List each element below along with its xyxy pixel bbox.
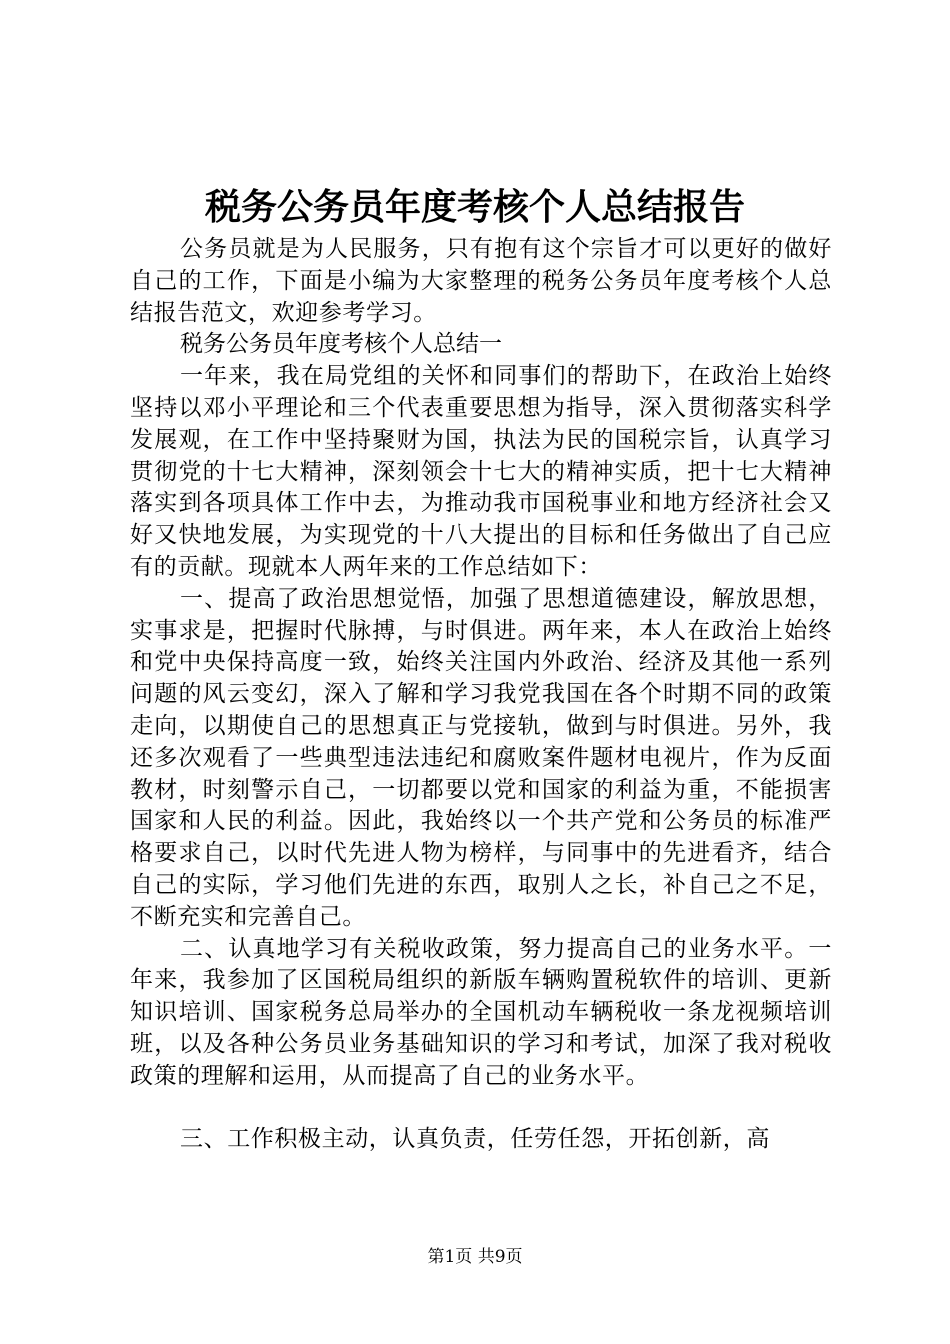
body-paragraph: 一年来，我在局党组的关怀和同事们的帮助下，在政治上始终坚持以邓小平理论和三个代表重要思想为指导，深入贯彻落实科学发展观，在工作中坚持聚财为国，执法为民的国税宗旨，认真学习贯彻党的十七大精神，深刻领会十七大的精神实质，把十七大精神落实到各项具体工作中去，为推动我市国税事业和地方经济社会又好又快地发展，为实现党的十八大提出的目标和任务做出了自己应有的贡献。现就本人两年来的工作总结如下： (130, 363, 832, 580)
body-paragraph: 一、提高了政治思想觉悟，加强了思想道德建设，解放思想，实事求是，把握时代脉搏，与时俱进。两年来，本人在政治上始终和党中央保持高度一致，始终关注国内外政治、经济及其他一系列问题的风云变幻，深入了解和学习我党我国在各个时期不同的政策走向，以期使自己的思想真正与党接轨，做到与时俱进。另外，我还多次观看了一些典型违法违纪和腐败案件题材电视片，作为反面教材，时刻警示自己，一切都要以党和国家的利益为重，不能损害国家和人民的利益。因此，我始终以一个共产党和公务员的标准严格要求自己，以时代先进人物为榜样，与同事中的先进看齐，结合自己的实际，学习他们先进的东西，取别人之长，补自己之不足，不断充实和完善自己。 (130, 585, 832, 930)
page-footer: 第1页 共9页 (427, 1247, 523, 1267)
document-title: 税务公务员年度考核个人总结报告 (204, 186, 745, 228)
body-paragraph: 二、认真地学习有关税收政策，努力提高自己的业务水平。一年来，我参加了区国税局组织的新版车辆购置税软件的培训、更新知识培训、国家税务总局举办的全国机动车辆税收一条龙视频培训班，以及各种公务员业务基础知识的学习和考试，加深了我对税收政策的理解和运用，从而提高了自己的业务水平。 (130, 935, 832, 1089)
section-heading: 税务公务员年度考核个人总结一 (180, 331, 502, 358)
document-body (130, 234, 832, 1155)
body-paragraph: 三、工作积极主动，认真负责，任劳任怨，开拓创新，高 (180, 1125, 770, 1152)
intro-paragraph: 公务员就是为人民服务，只有抱有这个宗旨才可以更好的做好自己的工作，下面是小编为大家整理的税务公务员年度考核个人总结报告范文，欢迎参考学习。 (130, 236, 832, 326)
